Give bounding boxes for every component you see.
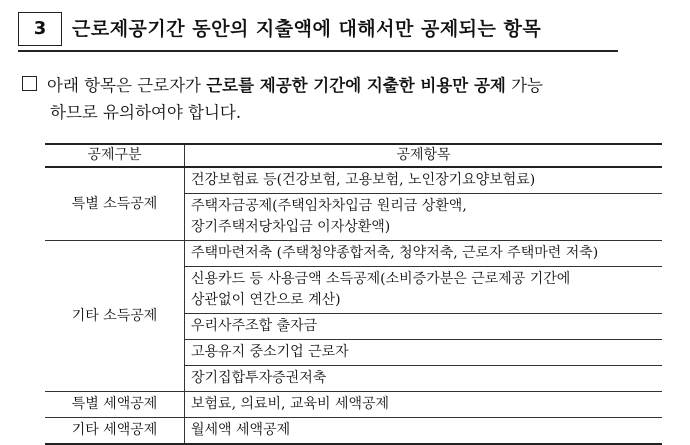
category-cell: 기타 소득공제 (45, 241, 185, 392)
note-text-before: 아래 항목은 근로자가 (47, 76, 207, 95)
item-line: 주택자금공제(주택임차차입금 원리금 상환액, (191, 198, 467, 214)
item-line: 우리사주조합 출자금 (191, 318, 318, 334)
checkbox-square-icon (22, 76, 37, 91)
item-line: 주택마련저축 (주택청약종합저축, 청약저축, 근로자 주택마련 저축) (191, 245, 599, 261)
item-cell (185, 340, 663, 366)
item-cell (185, 167, 663, 194)
item-line: 고용유지 중소기업 근로자 (191, 344, 349, 360)
item-cell (185, 194, 663, 241)
table-body (45, 167, 662, 444)
section-number: 3 (18, 12, 62, 46)
table-row (45, 241, 662, 267)
item-cell (185, 418, 663, 445)
item-line: 장기집합투자증권저축 (191, 370, 327, 386)
item-cell (185, 366, 663, 392)
item-cell (185, 241, 663, 267)
category-cell: 특별 소득공제 (45, 167, 185, 241)
note-text-bold: 근로를 제공한 기간에 지출한 비용만 공제 (206, 76, 506, 95)
category-cell: 기타 세액공제 (45, 418, 185, 445)
table-header-row (45, 144, 662, 167)
category-cell: 특별 세액공제 (45, 392, 185, 418)
header-category: 공제구분 (45, 144, 185, 167)
section-title: 근로제공기간 동안의 지출액에 대해서만 공제되는 항목 (72, 18, 542, 40)
item-line: 월세액 세액공제 (191, 422, 291, 438)
item-cell (185, 267, 663, 314)
item-line: 보험료, 의료비, 교육비 세액공제 (191, 396, 390, 412)
item-line: 상관없이 연간으로 계산) (191, 292, 341, 308)
table-row (45, 418, 662, 445)
item-cell (185, 314, 663, 340)
item-line: 신용카드 등 사용금액 소득공제(소비증가분은 근로제공 기간에 (191, 271, 571, 287)
section-header (18, 12, 618, 52)
table-row (45, 167, 662, 194)
table-row (45, 392, 662, 418)
note-text-line2: 하므로 유의하여야 합니다. (50, 103, 242, 122)
item-line: 장기주택저당차입금 이자상환액) (191, 219, 391, 235)
note-paragraph (22, 72, 667, 126)
item-line: 건강보험료 등(건강보험, 고용보험, 노인장기요양보험료) (191, 172, 536, 188)
item-cell (185, 392, 663, 418)
deduction-table (45, 143, 662, 445)
note-text-after: 가능 (505, 76, 543, 95)
header-item: 공제항목 (185, 144, 663, 167)
